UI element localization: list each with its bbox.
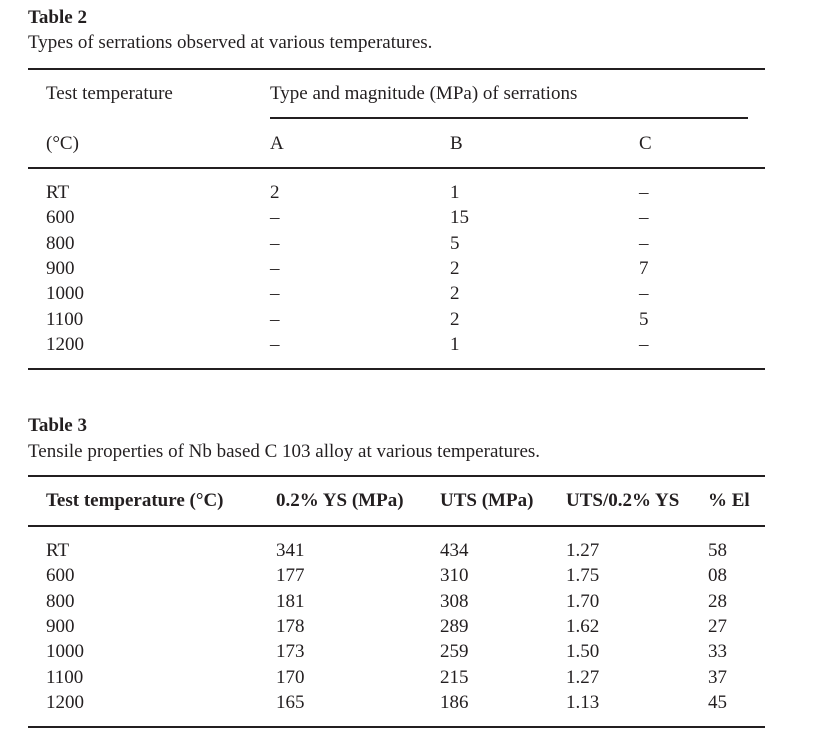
table-2-cell-a: – (270, 333, 280, 355)
table-3-cell-temp: RT (46, 540, 70, 561)
table-3-cell-ys: 173 (276, 641, 305, 663)
table-2-cell-c: – (639, 182, 649, 203)
table-3-cell-el: 33 (708, 641, 727, 663)
table-2-label: Table 2 (28, 7, 87, 28)
table-2-header-c: C (639, 133, 652, 154)
table-2-cell-a: – (270, 257, 280, 279)
table-2-cell-c: – (639, 283, 649, 305)
table-2-cell-temp: 1000 (46, 283, 84, 305)
table-3-cell-uts: 310 (440, 565, 469, 587)
table-3-cell-uts: 259 (440, 641, 469, 663)
table-3-cell-temp: 1000 (46, 641, 84, 663)
table-2-cell-b: 2 (450, 308, 460, 330)
table-2-cell-c: 5 (639, 308, 649, 330)
table-3-cell-uts: 186 (440, 691, 469, 713)
table-2-cell-a: – (270, 232, 280, 254)
table-2-header-a: A (270, 133, 284, 154)
table-2-bottom-rule (28, 368, 765, 370)
table-2-cell-a: – (270, 207, 280, 229)
table-3-label: Table 3 (28, 415, 87, 436)
table-3-cell-el: 45 (708, 691, 727, 713)
table-3-cell-ratio: 1.62 (566, 615, 600, 637)
table-2-header-temp: Test temperature (46, 83, 173, 104)
table-3 (28, 405, 765, 745)
table-2-cell-temp: 900 (46, 257, 75, 279)
table-3-cell-ratio: 1.27 (566, 666, 600, 688)
table-3-cell-ratio: 1.75 (566, 565, 600, 587)
table-2-header-rule (28, 167, 765, 169)
table-3-cell-uts: 434 (440, 540, 469, 561)
table-3-cell-ys: 178 (276, 615, 305, 637)
table-3-cell-ys: 177 (276, 565, 305, 587)
table-2-cell-temp: 1100 (46, 308, 84, 330)
table-3-cell-temp: 600 (46, 565, 75, 587)
table-2-group-rule (270, 117, 748, 119)
table-2-cell-c: – (639, 207, 649, 229)
table-2-header-group: Type and magnitude (MPa) of serrations (270, 83, 578, 104)
table-2-top-rule (28, 68, 765, 70)
table-3-cell-el: 28 (708, 590, 727, 612)
table-3-cell-ys: 181 (276, 590, 305, 612)
table-3-cell-uts: 308 (440, 590, 469, 612)
table-2 (28, 0, 765, 380)
table-2-cell-b: 15 (450, 207, 469, 229)
table-2-cell-temp: 800 (46, 232, 75, 254)
table-2-cell-temp: RT (46, 182, 70, 203)
table-2-header-unit: (°C) (46, 133, 79, 154)
table-2-cell-c: – (639, 333, 649, 355)
table-3-cell-el: 37 (708, 666, 727, 688)
table-3-cell-ys: 341 (276, 540, 305, 561)
table-3-cell-uts: 215 (440, 666, 469, 688)
table-2-header-b: B (450, 133, 463, 154)
table-3-header-rule (28, 525, 765, 527)
table-2-cell-temp: 1200 (46, 333, 84, 355)
table-3-caption: Tensile properties of Nb based C 103 alloy at various temperatures. (28, 441, 541, 462)
table-3-cell-el: 58 (708, 540, 727, 561)
table-3-cell-temp: 800 (46, 590, 75, 612)
table-2-cell-c: – (639, 232, 649, 254)
table-2-cell-a: – (270, 283, 280, 305)
table-3-cell-ratio: 1.50 (566, 641, 600, 663)
table-2-cell-b: 2 (450, 283, 460, 305)
table-3-header-temp: Test temperature (°C) (46, 490, 224, 511)
table-3-cell-temp: 1100 (46, 666, 84, 688)
table-3-cell-ys: 170 (276, 666, 305, 688)
table-2-cell-b: 2 (450, 257, 460, 279)
table-3-cell-el: 27 (708, 615, 727, 637)
table-3-cell-temp: 900 (46, 615, 75, 637)
table-3-top-rule (28, 475, 765, 477)
table-2-cell-b: 1 (450, 182, 460, 203)
table-3-cell-ratio: 1.27 (566, 540, 600, 561)
table-2-cell-b: 5 (450, 232, 460, 254)
table-3-cell-ratio: 1.13 (566, 691, 600, 713)
table-3-header-uts: UTS (MPa) (440, 490, 534, 511)
table-3-header-el: % El (708, 490, 750, 511)
table-3-bottom-rule (28, 726, 765, 728)
table-3-cell-uts: 289 (440, 615, 469, 637)
table-2-cell-temp: 600 (46, 207, 75, 229)
table-3-header-ys: 0.2% YS (MPa) (276, 490, 404, 511)
table-2-caption: Types of serrations observed at various temperatures. (28, 32, 433, 53)
table-2-cell-a: 2 (270, 182, 280, 203)
table-2-cell-b: 1 (450, 333, 460, 355)
table-2-cell-c: 7 (639, 257, 649, 279)
table-3-cell-el: 08 (708, 565, 727, 587)
table-3-cell-temp: 1200 (46, 691, 84, 713)
table-3-cell-ys: 165 (276, 691, 305, 713)
table-3-cell-ratio: 1.70 (566, 590, 600, 612)
table-3-header-ratio: UTS/0.2% YS (566, 490, 680, 511)
table-2-cell-a: – (270, 308, 280, 330)
